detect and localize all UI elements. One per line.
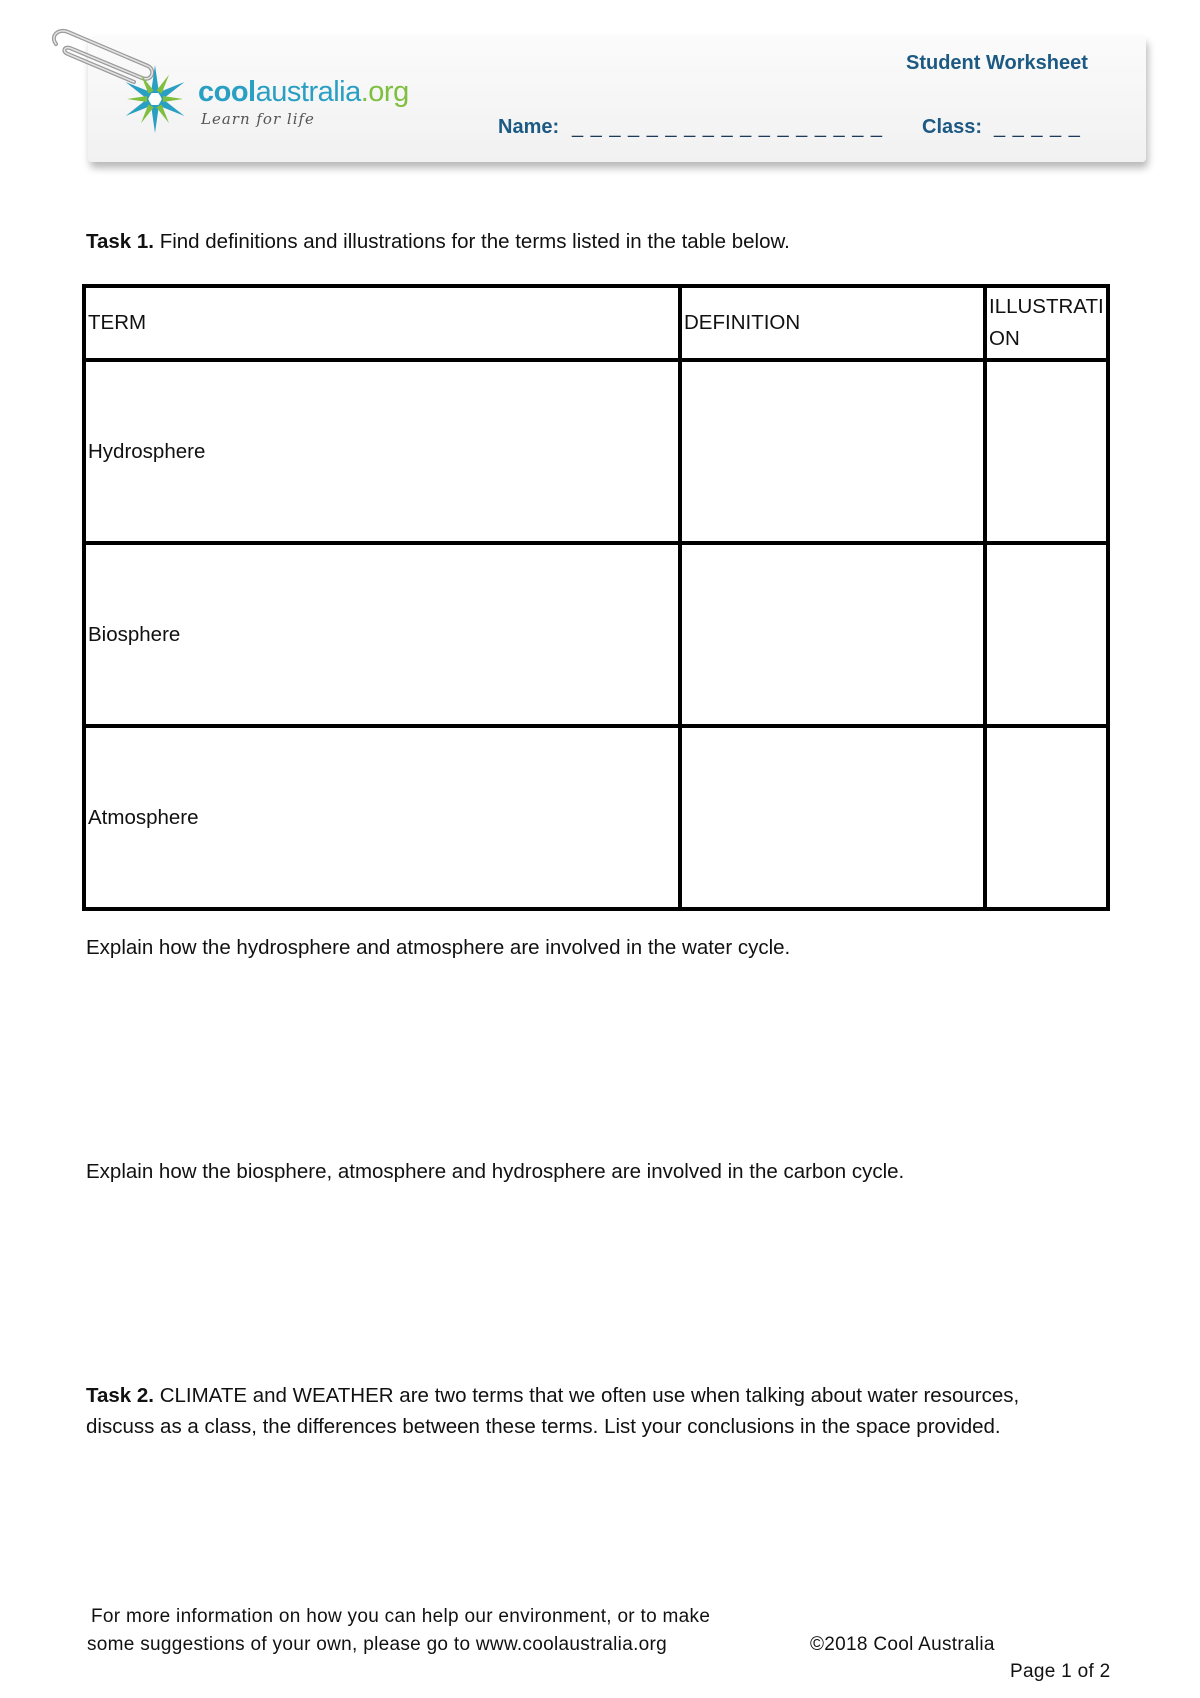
table-row	[84, 543, 1108, 726]
name-label: Name:	[498, 116, 560, 138]
table-header-row	[84, 286, 1108, 360]
task2-instruction-line2: discuss as a class, the differences between these terms. List your conclusions in the space provided.	[86, 1415, 1001, 1438]
definition-cell[interactable]	[680, 543, 985, 726]
logo-tagline: Learn for life	[201, 110, 315, 128]
task2-instruction-line1	[86, 1380, 1019, 1411]
task1-text: Find definitions and illustrations for the terms listed in the table below.	[154, 230, 790, 253]
column-header-definition: DEFINITION	[680, 286, 985, 360]
illustration-cell[interactable]	[985, 726, 1108, 909]
logo-word-cool: cool	[198, 76, 256, 108]
question-water-cycle: Explain how the hydrosphere and atmosphere are involved in the water cycle.	[86, 936, 791, 959]
footer-info-line2: some suggestions of your own, please go to www.coolaustralia.org	[87, 1634, 668, 1655]
column-header-illustration: ILLUSTRATION	[985, 286, 1108, 360]
illustration-cell[interactable]	[985, 360, 1108, 543]
table-row	[84, 360, 1108, 543]
term-cell: Biosphere	[84, 543, 680, 726]
footer-copyright: ©2018 Cool Australia	[810, 1634, 995, 1655]
sheet-type-title: Student Worksheet	[906, 52, 1088, 74]
logo-wordmark	[198, 76, 409, 109]
definition-cell[interactable]	[680, 360, 985, 543]
class-blank-field[interactable]: _ _ _ _ _	[994, 116, 1081, 138]
page-number: Page 1 of 2	[1010, 1661, 1111, 1682]
task1-instruction	[86, 226, 790, 257]
question-carbon-cycle: Explain how the biosphere, atmosphere and hydrosphere are involved in the carbon cycle.	[86, 1160, 905, 1183]
cool-australia-logo-icon	[118, 62, 192, 136]
definition-cell[interactable]	[680, 726, 985, 909]
logo-word-australia: australia	[255, 76, 361, 108]
column-header-term: TERM	[84, 286, 680, 360]
terms-table	[82, 284, 1110, 911]
illustration-cell[interactable]	[985, 543, 1108, 726]
table-row	[84, 726, 1108, 909]
term-cell: Atmosphere	[84, 726, 680, 909]
logo-word-org: .org	[360, 76, 409, 108]
term-cell: Hydrosphere	[84, 360, 680, 543]
class-label: Class:	[922, 116, 983, 138]
footer-info-line1: For more information on how you can help our environment, or to make	[91, 1606, 711, 1627]
task1-label: Task 1.	[86, 230, 154, 253]
task2-label: Task 2.	[86, 1384, 154, 1407]
task2-text-line1: CLIMATE and WEATHER are two terms that we often use when talking about water resources,	[154, 1384, 1020, 1407]
name-blank-field[interactable]: _ _ _ _ _ _ _ _ _ _ _ _ _ _ _ _ _	[572, 116, 883, 138]
